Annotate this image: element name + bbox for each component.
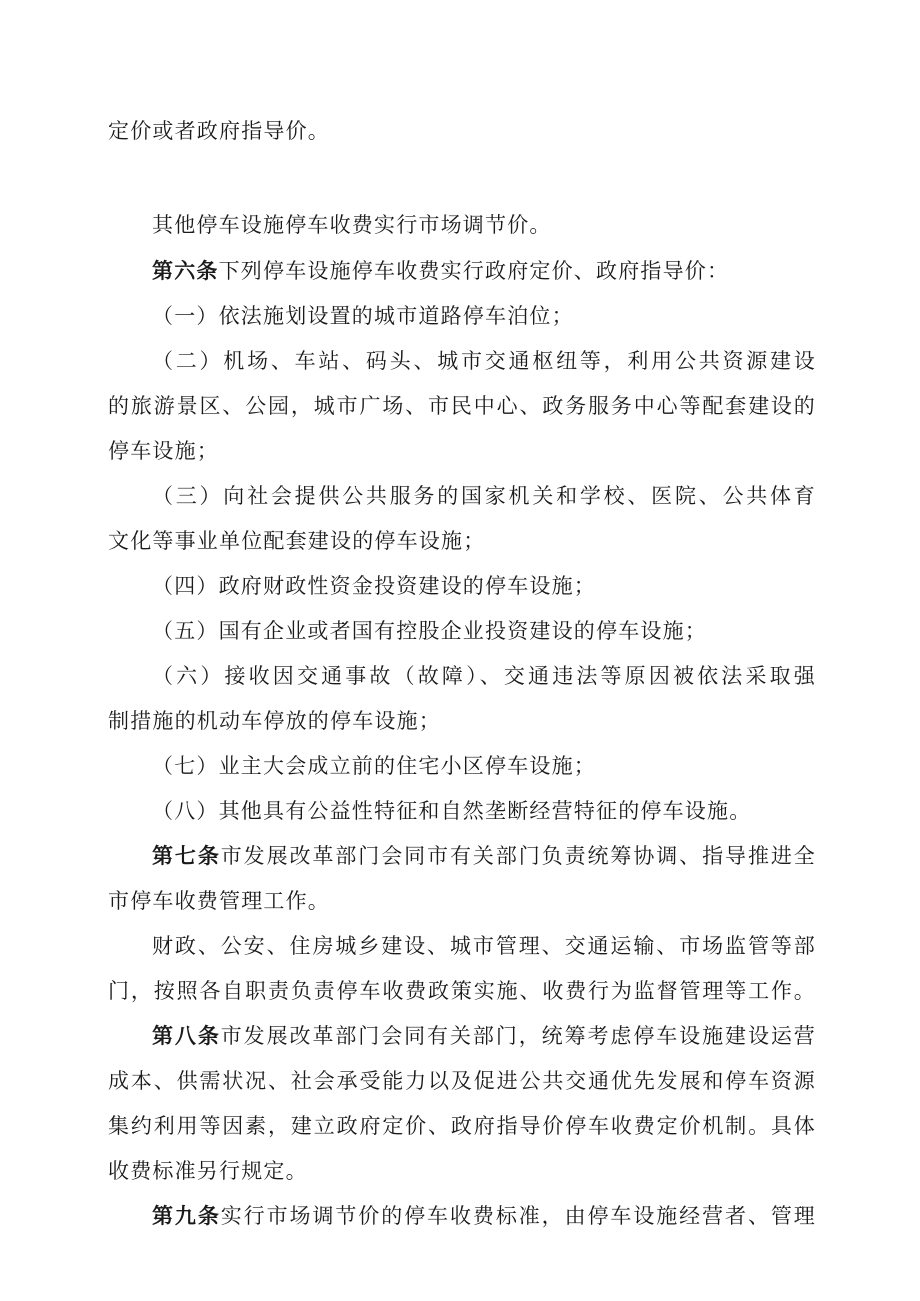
paragraph-line: 的旅游景区、公园，城市广场、市民中心、政务服务中心等配套建设的 <box>108 394 816 418</box>
paragraph-line: 财政、公安、住房城乡建设、城市管理、交通运输、市场监管等部 <box>152 934 816 958</box>
paragraph-line: 集约利用等因素，建立政府定价、政府指导价停车收费定价机制。具体 <box>108 1114 816 1138</box>
paragraph-line: 收费标准另行规定。 <box>108 1159 308 1183</box>
article-9-heading: 第九条 <box>152 1204 221 1228</box>
list-item: （三）向社会提供公共服务的国家机关和学校、医院、公共体育 <box>152 484 816 508</box>
article-9-text: 实行市场调节价的停车收费标准，由停车设施经营者、管理 <box>220 1204 816 1228</box>
paragraph-line: 停车设施； <box>108 439 219 463</box>
list-item: （四）政府财政性资金投资建设的停车设施； <box>152 574 596 598</box>
paragraph-line: 制措施的机动车停放的停车设施； <box>108 709 441 733</box>
article-9-line <box>152 1201 816 1231</box>
article-7-line <box>152 841 816 871</box>
list-item: （八）其他具有公益性特征和自然垄断经营特征的停车设施。 <box>152 799 752 823</box>
article-6-text: 下列停车设施停车收费实行政府定价、政府指导价： <box>218 259 730 283</box>
list-item: （一）依法施划设置的城市道路停车泊位； <box>152 304 574 328</box>
article-8-text: 市发展改革部门会同有关部门，统筹考虑停车设施建设运营 <box>220 1024 816 1048</box>
paragraph-line: 市停车收费管理工作。 <box>108 889 330 913</box>
paragraph-line: 其他停车设施停车收费实行市场调节价。 <box>152 213 552 237</box>
article-8-line <box>152 1021 816 1051</box>
article-6-heading: 第六条 <box>152 259 219 283</box>
article-7-heading: 第七条 <box>152 844 221 868</box>
paragraph-line: 成本、供需状况、社会承受能力以及促进公共交通优先发展和停车资源 <box>108 1069 816 1093</box>
list-item: （二）机场、车站、码头、城市交通枢纽等，利用公共资源建设 <box>152 349 816 373</box>
list-item: （五）国有企业或者国有控股企业投资建设的停车设施； <box>152 619 707 643</box>
article-6-line <box>152 256 729 286</box>
list-item: （七）业主大会成立前的住宅小区停车设施； <box>152 754 596 778</box>
article-8-heading: 第八条 <box>152 1024 221 1048</box>
paragraph-line: 定价或者政府指导价。 <box>108 119 330 143</box>
list-item: （六）接收因交通事故（故障）、交通违法等原因被依法采取强 <box>152 664 816 688</box>
article-7-text: 市发展改革部门会同市有关部门负责统筹协调、指导推进全 <box>220 844 816 868</box>
paragraph-line: 文化等事业单位配套建设的停车设施； <box>108 529 486 553</box>
paragraph-line: 门，按照各自职责负责停车收费政策实施、收费行为监督管理等工作。 <box>108 979 816 1003</box>
